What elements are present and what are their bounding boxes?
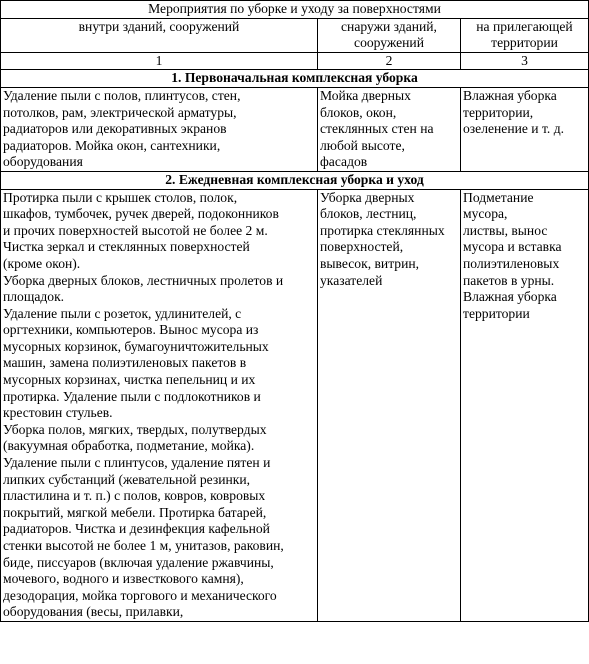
cell-inside: Удаление пыли с полов, плинтусов, стен, потолков, рам, электрической арматуры, радиаторов или декоративных экранов радиаторов. Мойка окон, сантехники, оборудования bbox=[1, 87, 318, 171]
column-number-row bbox=[1, 52, 589, 70]
cell-outside: Уборка дверных блоков, лестниц, протирка стеклянных поверхностей, вывесок, витрин, указателей bbox=[318, 189, 461, 621]
table-row bbox=[1, 87, 589, 171]
column-header-row bbox=[1, 18, 589, 52]
section-heading: 1. Первоначальная комплексная уборка bbox=[1, 70, 589, 88]
column-number-2: 2 bbox=[318, 52, 461, 70]
cell-outside: Мойка дверных блоков, окон, стеклянных стен на любой высоте, фасадов bbox=[318, 87, 461, 171]
column-header-outside: снаружи зданий, сооружений bbox=[318, 18, 461, 52]
section-heading-row bbox=[1, 70, 589, 88]
cell-inside: Протирка пыли с крышек столов, полок, шкафов, тумбочек, ручек дверей, подоконников и прочих поверхностей высотой не более 2 м. Чистка зеркал и стеклянных поверхностей (кроме окон). Уборка дверных блоков, лестничных пролетов и площадок. Удаление пыли с розеток, удлинителей, с оргтехники, компьютеров. Вынос мусора из мусорных корзинок, бумагоуничтожительных машин, замена полиэтиленовых пакетов в мусорных корзинах, чистка пепельниц и их протирка. Удаление пыли с подлокотников и крестовин стульев. Уборка полов, мягких, твердых, полутвердых (вакуумная обработка, подметание, мойка). Удаление пыли с плинтусов, удаление пятен и липких субстанций (жевательной резинки, пластилина и т. п.) с полов, ковров, ковровых покрытий, мягкой мебели. Протирка батарей, радиаторов. Чистка и дезинфекция кафельной стенки высотой не более 1 м, унитазов, раковин, биде, писсуаров (включая удаление ржавчины, мочевого, водного и известкового камня), дезодорация, мойка торгового и механического оборудования (весы, прилавки, bbox=[1, 189, 318, 621]
column-number-3: 3 bbox=[461, 52, 589, 70]
cell-territory: Влажная уборка территории, озеленение и т. д. bbox=[461, 87, 589, 171]
section-heading: 2. Ежедневная комплексная уборка и уход bbox=[1, 171, 589, 189]
column-header-territory: на прилегающей территории bbox=[461, 18, 589, 52]
table-title-row bbox=[1, 1, 589, 19]
column-header-inside: внутри зданий, сооружений bbox=[1, 18, 318, 52]
section-heading-row bbox=[1, 171, 589, 189]
column-number-1: 1 bbox=[1, 52, 318, 70]
table-title: Мероприятия по уборке и уходу за поверхностями bbox=[1, 1, 589, 19]
table-row bbox=[1, 189, 589, 621]
cell-territory: Подметание мусора, листвы, вынос мусора и вставка полиэтиленовых пакетов в урны. Влажная уборка территории bbox=[461, 189, 589, 621]
